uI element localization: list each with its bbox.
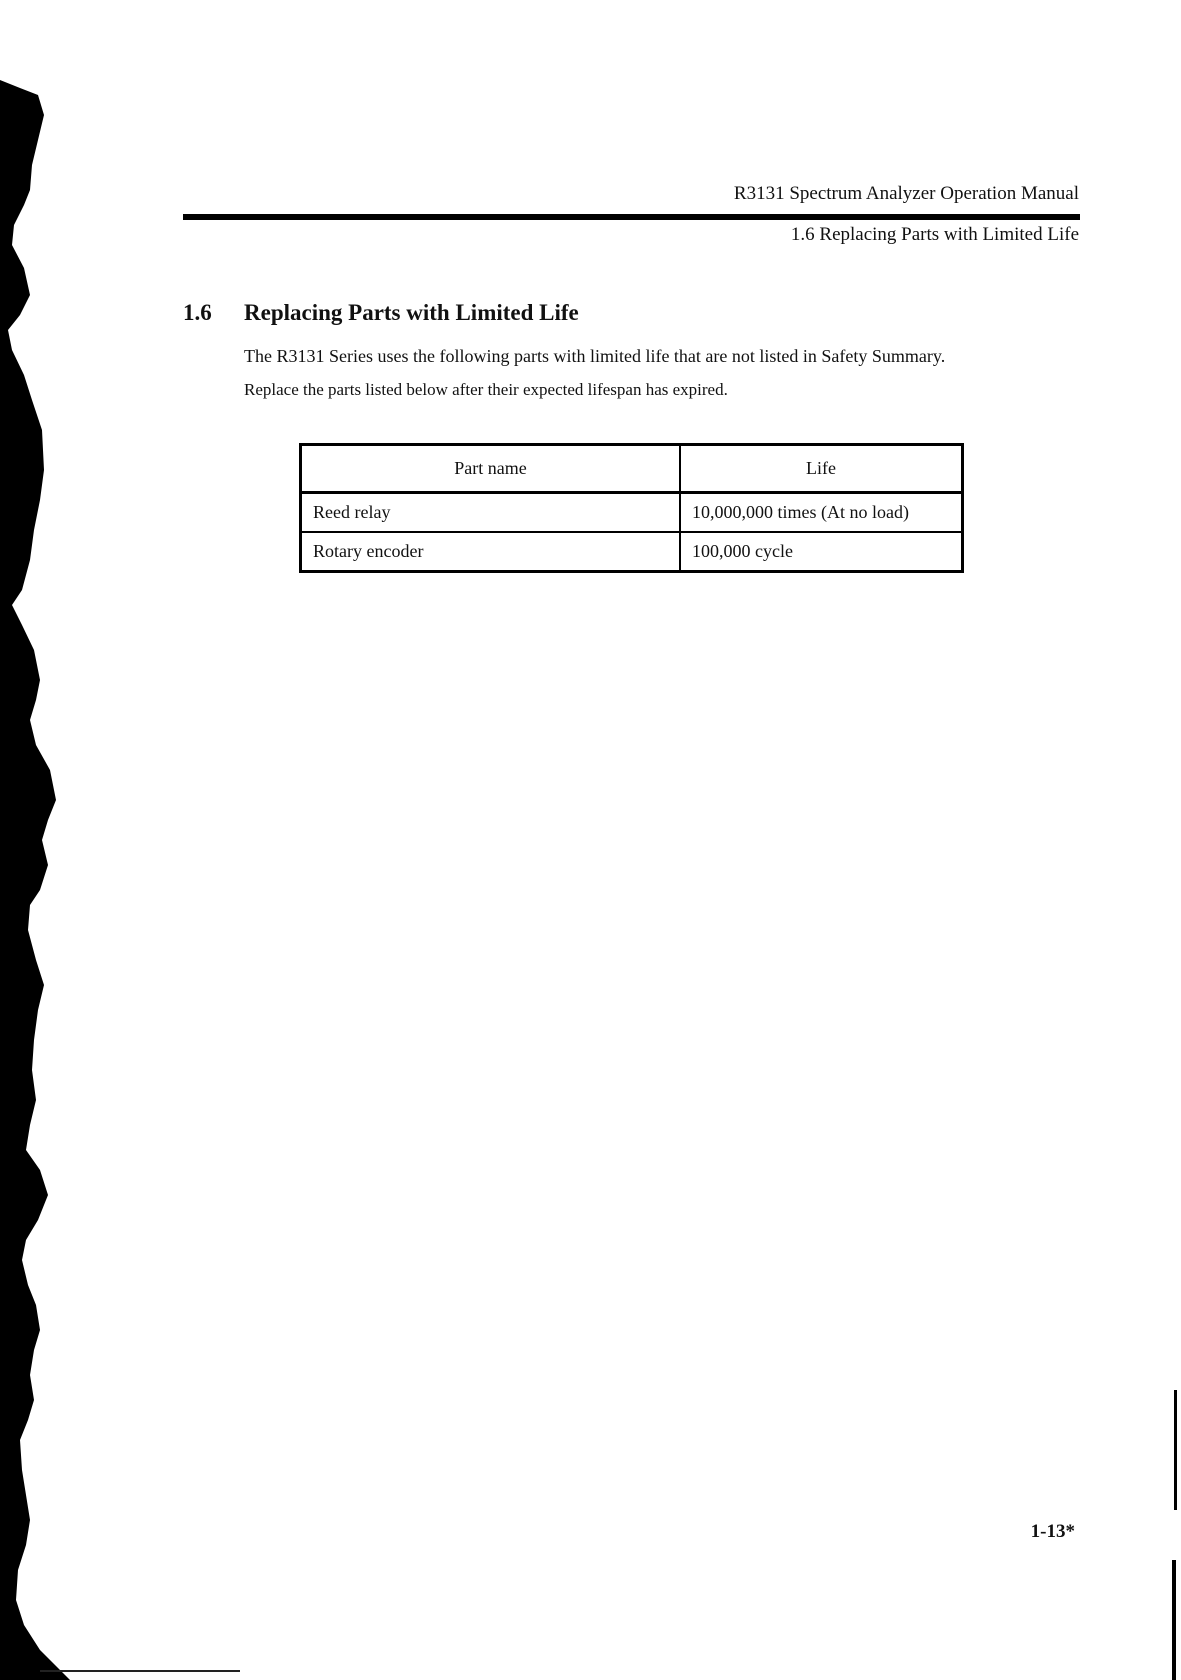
column-header-part-name: Part name <box>301 445 681 493</box>
body-paragraph-2: Replace the parts listed below after their expected lifespan has expired. <box>244 380 728 399</box>
table-row <box>301 532 963 572</box>
section-number: 1.6 <box>183 300 212 325</box>
running-header-title: R3131 Spectrum Analyzer Operation Manual <box>733 183 1079 204</box>
section-title: Replacing Parts with Limited Life <box>244 300 579 325</box>
cell-part-name: Rotary encoder <box>301 532 681 572</box>
scan-right-edge-marks <box>1169 1390 1181 1680</box>
body-paragraph-1: The R3131 Series uses the following parts with limited life that are not listed in Safety Summary. <box>244 346 946 366</box>
page-number: 1-13* <box>1030 1521 1075 1542</box>
table-header-row <box>301 445 963 493</box>
running-header-section: 1.6 Replacing Parts with Limited Life <box>790 224 1079 245</box>
table-row <box>301 493 963 533</box>
cell-life: 100,000 cycle <box>680 532 963 572</box>
cell-life: 10,000,000 times (At no load) <box>680 493 963 533</box>
header-rule <box>183 214 1080 220</box>
limited-life-parts-table <box>299 443 964 573</box>
scan-edge-shadow <box>0 0 70 1680</box>
column-header-life: Life <box>680 445 963 493</box>
cell-part-name: Reed relay <box>301 493 681 533</box>
scan-bottom-line <box>40 1670 240 1672</box>
